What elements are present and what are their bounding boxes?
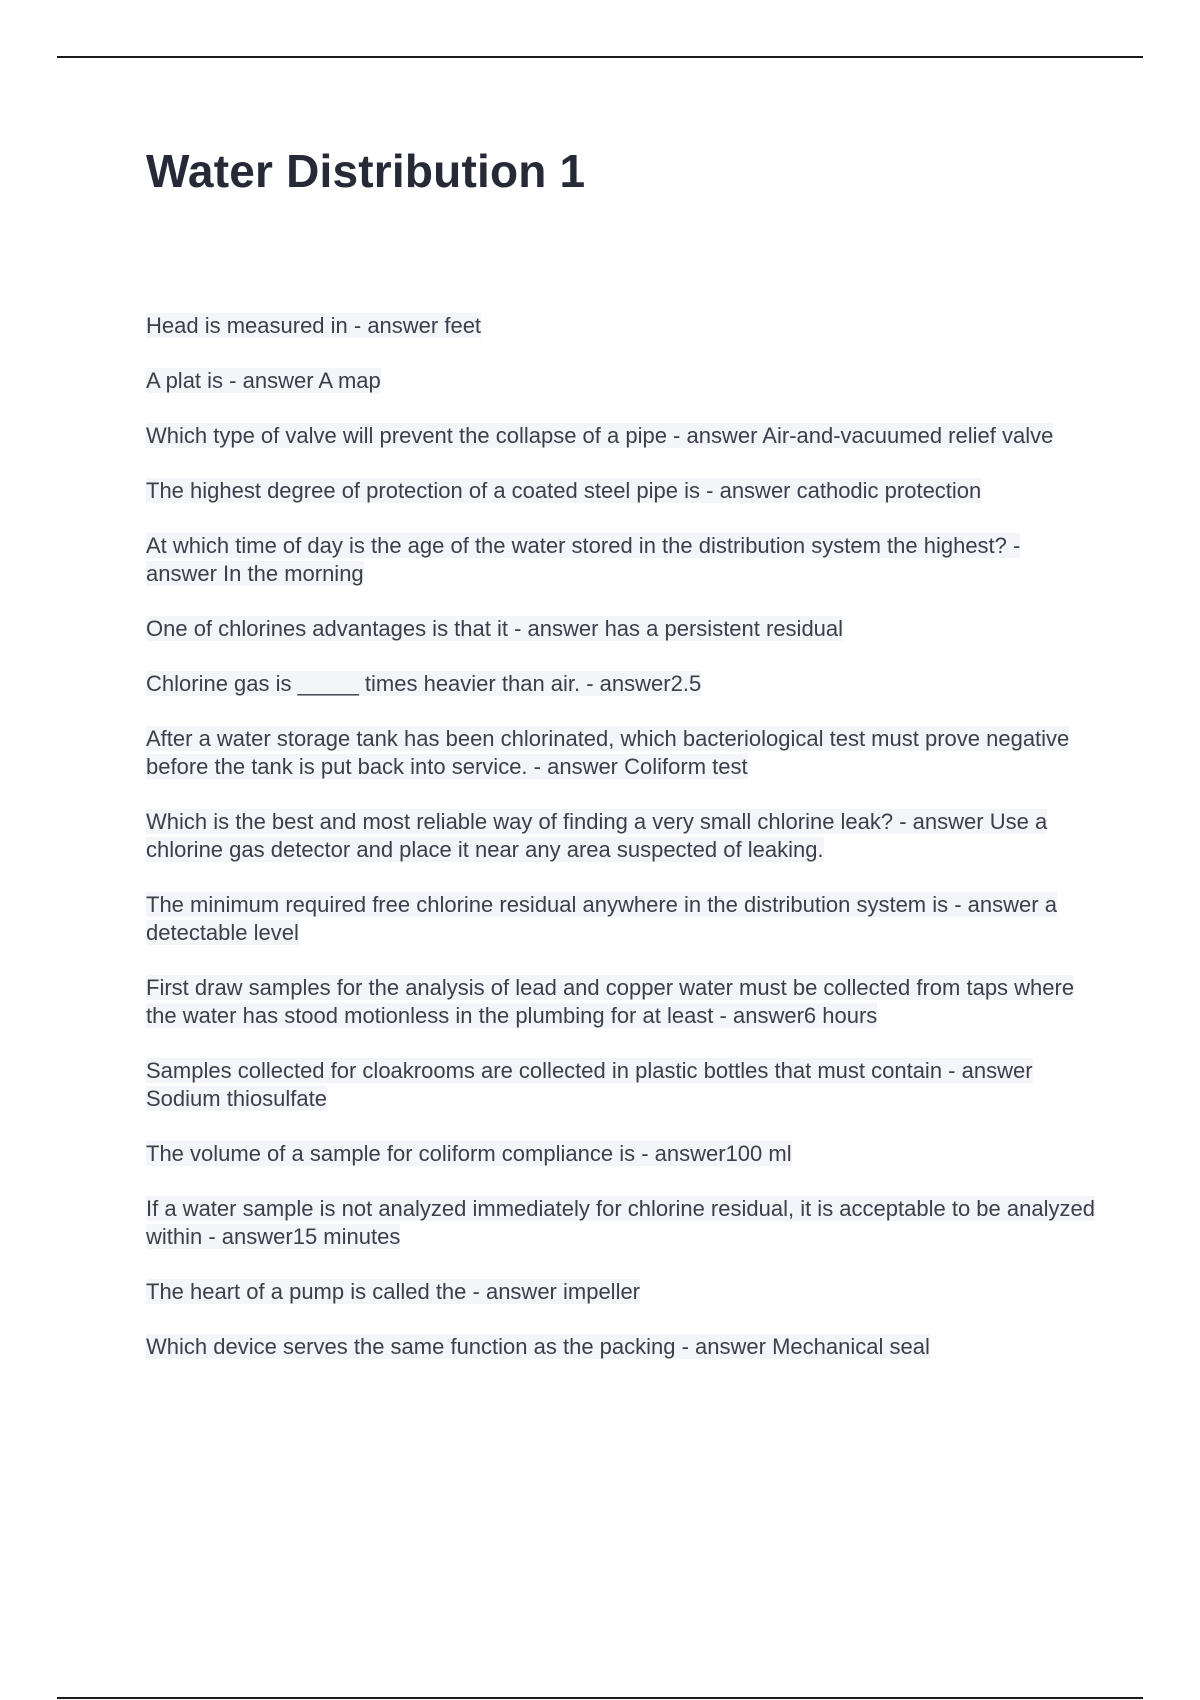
qa-item-11 — [146, 974, 1096, 1030]
qa-text: At which time of day is the age of the water stored in the distribution system the highest? - answer In the morning — [146, 533, 1021, 586]
qa-item-3 — [146, 422, 1096, 450]
bottom-divider — [57, 1697, 1143, 1699]
qa-text: Which type of valve will prevent the collapse of a pipe - answer Air-and-vacuumed relief valve — [146, 423, 1054, 448]
qa-item-13 — [146, 1140, 1096, 1168]
qa-text: After a water storage tank has been chlorinated, which bacteriological test must prove negative before the tank is put back into service. - answer Coliform test — [146, 726, 1070, 779]
qa-text: Chlorine gas is _____ times heavier than air. - answer2.5 — [146, 671, 702, 696]
qa-text: One of chlorines advantages is that it - answer has a persistent residual — [146, 616, 844, 641]
qa-text: The volume of a sample for coliform compliance is - answer100 ml — [146, 1141, 792, 1166]
qa-item-2 — [146, 367, 1096, 395]
page-title: Water Distribution 1 — [146, 145, 586, 197]
qa-text: The heart of a pump is called the - answer impeller — [146, 1279, 641, 1304]
qa-text: Head is measured in - answer feet — [146, 313, 482, 338]
qa-item-5 — [146, 532, 1096, 588]
qa-text: Which device serves the same function as the packing - answer Mechanical seal — [146, 1334, 930, 1359]
qa-list — [146, 312, 1096, 1388]
qa-item-12 — [146, 1057, 1096, 1113]
qa-item-4 — [146, 477, 1096, 505]
qa-item-9 — [146, 808, 1096, 864]
qa-item-6 — [146, 615, 1096, 643]
qa-item-7 — [146, 670, 1096, 698]
top-divider — [57, 56, 1143, 58]
qa-text: Samples collected for cloakrooms are collected in plastic bottles that must contain - answer Sodium thiosulfate — [146, 1058, 1033, 1111]
qa-text: If a water sample is not analyzed immediately for chlorine residual, it is acceptable to be analyzed within - answer15 minutes — [146, 1196, 1095, 1249]
qa-item-16 — [146, 1333, 1096, 1361]
qa-item-8 — [146, 725, 1096, 781]
qa-item-14 — [146, 1195, 1096, 1251]
qa-text: The minimum required free chlorine residual anywhere in the distribution system is - answer a detectable level — [146, 892, 1057, 945]
qa-text: The highest degree of protection of a coated steel pipe is - answer cathodic protection — [146, 478, 982, 503]
qa-item-1 — [146, 312, 1096, 340]
qa-text: Which is the best and most reliable way of finding a very small chlorine leak? - answer Use a chlorine gas detector and place it near any area suspected of leaking. — [146, 809, 1048, 862]
qa-text: A plat is - answer A map — [146, 368, 381, 393]
qa-item-15 — [146, 1278, 1096, 1306]
qa-item-10 — [146, 891, 1096, 947]
qa-text: First draw samples for the analysis of lead and copper water must be collected from taps where the water has stood motionless in the plumbing for at least - answer6 hours — [146, 975, 1075, 1028]
